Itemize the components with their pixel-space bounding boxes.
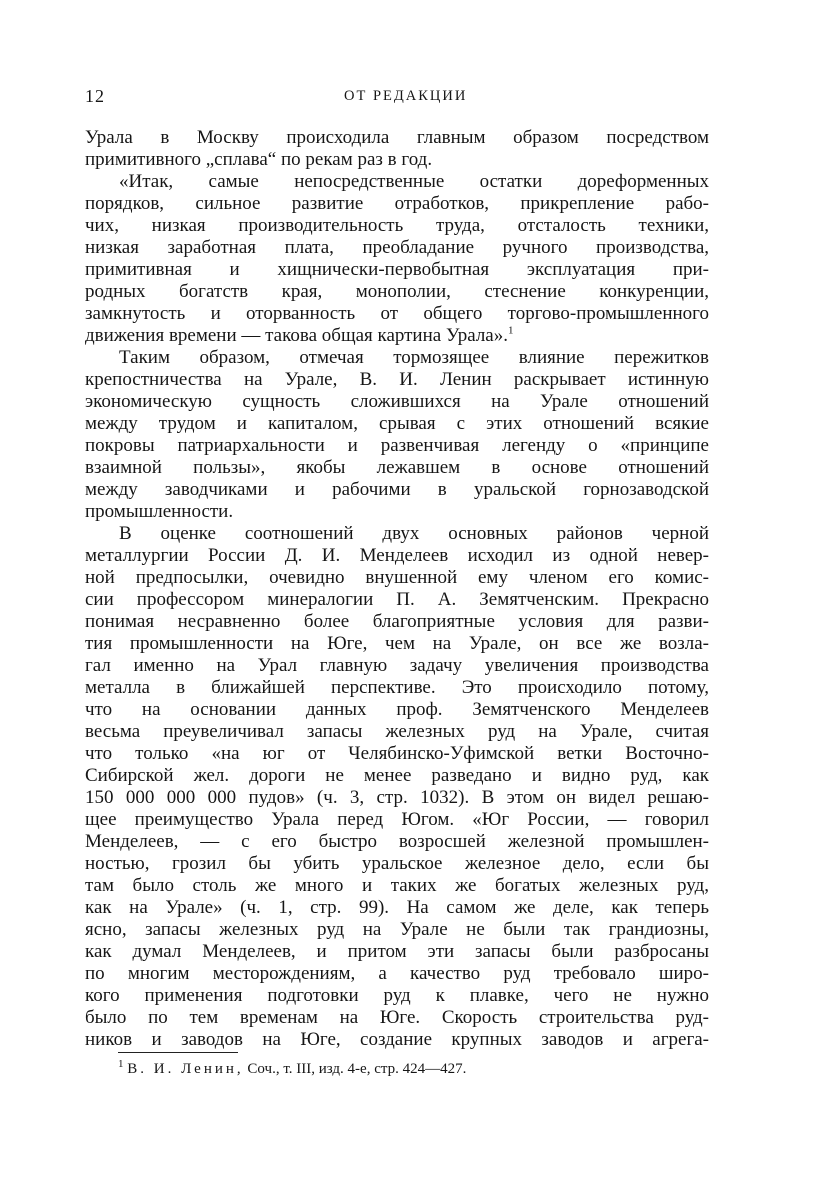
text-line: металлургии России Д. И. Менделеев исходил из одной невер- [85, 545, 709, 566]
footnote-text: Соч., т. III, изд. 4-е, стр. 424—427. [247, 1061, 467, 1077]
text-line: гал именно на Урал главную задачу увеличения производства [85, 655, 709, 676]
text-line: экономическую сущность сложившихся на Урале отношений [85, 391, 709, 412]
page-number: 12 [85, 86, 105, 106]
footnote [118, 1059, 466, 1079]
text-line: примитивного „сплава“ по рекам раз в год. [85, 149, 433, 170]
paragraph [85, 523, 709, 1051]
text-line: весьма преувеличивал запасы железных руд на Урале, считая [85, 721, 709, 742]
text-line: понимая несравненно более благоприятные условия для разви- [85, 611, 709, 632]
footnote-author: В. И. Ленин, [127, 1061, 244, 1077]
text-line: ясно, запасы железных руд на Урале не были так грандиозны, [85, 919, 709, 940]
footnote-divider [118, 1052, 238, 1053]
text-line: взаимной пользы», якобы лежавшем в основе отношений [85, 457, 709, 478]
text-line: промышленности. [85, 501, 234, 522]
text-line: ной предпосылки, очевидно внушенной ему членом его комис- [85, 567, 709, 588]
text-line: «Итак, самые непосредственные остатки дореформенных [119, 171, 709, 192]
text-line: В оценке соотношений двух основных районов черной [119, 523, 709, 544]
paragraph-continuation [85, 127, 709, 171]
text-line: примитивная и хищнически-первобытная эксплуатация при- [85, 259, 709, 280]
text-line: замкнутость и оторванность от общего торгово-промышленного [85, 303, 709, 324]
text-line: ностью, грозил бы убить уральское железное дело, если бы [85, 853, 709, 874]
text-line: между трудом и капиталом, срывая с этих отношений всякие [85, 413, 709, 434]
text-line: порядков, сильное развитие отработков, прикрепление рабо- [85, 193, 709, 214]
body-text [85, 127, 709, 1051]
text-line: что только «на юг от Челябинско-Уфимской ветки Восточно- [85, 743, 709, 764]
text-line: покровы патриархальности и развенчивая легенду о «принципе [85, 435, 709, 456]
text-line: было по тем временам на Юге. Скорость строительства руд- [85, 1007, 709, 1028]
text-line: ников и заводов на Юге, создание крупных заводов и агрега- [85, 1029, 709, 1050]
text-line: тия промышленности на Юге, чем на Урале, он все же возла- [85, 633, 709, 654]
text-line: щее преимущество Урала перед Югом. «Юг России, — говорил [85, 809, 709, 830]
text-line: родных богатств края, монополии, стеснение конкуренции, [85, 281, 709, 302]
paragraph [85, 347, 709, 523]
text-line: Менделеев, — с его быстро возросшей железной промышлен- [85, 831, 709, 852]
footnote-mark: 1 [118, 1058, 124, 1070]
text-line: между заводчиками и рабочими в уральской горнозаводской [85, 479, 709, 500]
text-line: кого применения подготовки руд к плавке, чего не нужно [85, 985, 709, 1006]
text-line: низкая заработная плата, преобладание ручного производства, [85, 237, 709, 258]
text-line: металла в ближайшей перспективе. Это происходило потому, [85, 677, 709, 698]
text-line: Урала в Москву происходила главным образом посредством [85, 127, 709, 148]
text-line: движения времени — такова общая картина Урала». [85, 325, 508, 346]
footnote-reference[interactable]: 1 [508, 324, 514, 337]
text-line: что на основании данных проф. Земятченского Менделеев [85, 699, 709, 720]
paragraph-quote [85, 171, 709, 347]
text-line: по многим месторождениям, а качество руд требовало широ- [85, 963, 709, 984]
text-line: сии профессором минералогии П. А. Земятченским. Прекрасно [85, 589, 709, 610]
text-line: как думал Менделеев, и притом эти запасы были разбросаны [85, 941, 709, 962]
text-line: чих, низкая производительность труда, отсталость техники, [85, 215, 709, 236]
text-line: 150 000 000 000 пудов» (ч. 3, стр. 1032). В этом он видел решаю- [85, 787, 709, 808]
running-head: ОТ РЕДАКЦИИ [344, 88, 468, 104]
text-line: там было столь же много и таких же богатых железных руд, [85, 875, 709, 896]
text-line: Таким образом, отмечая тормозящее влияние пережитков [119, 347, 709, 368]
text-line: как на Урале» (ч. 1, стр. 99). На самом же деле, как теперь [85, 897, 709, 918]
text-line-with-note [85, 325, 709, 347]
text-line: крепостничества на Урале, В. И. Ленин раскрывает истинную [85, 369, 709, 390]
text-line: Сибирской жел. дороги не менее разведано и видно руд, как [85, 765, 709, 786]
